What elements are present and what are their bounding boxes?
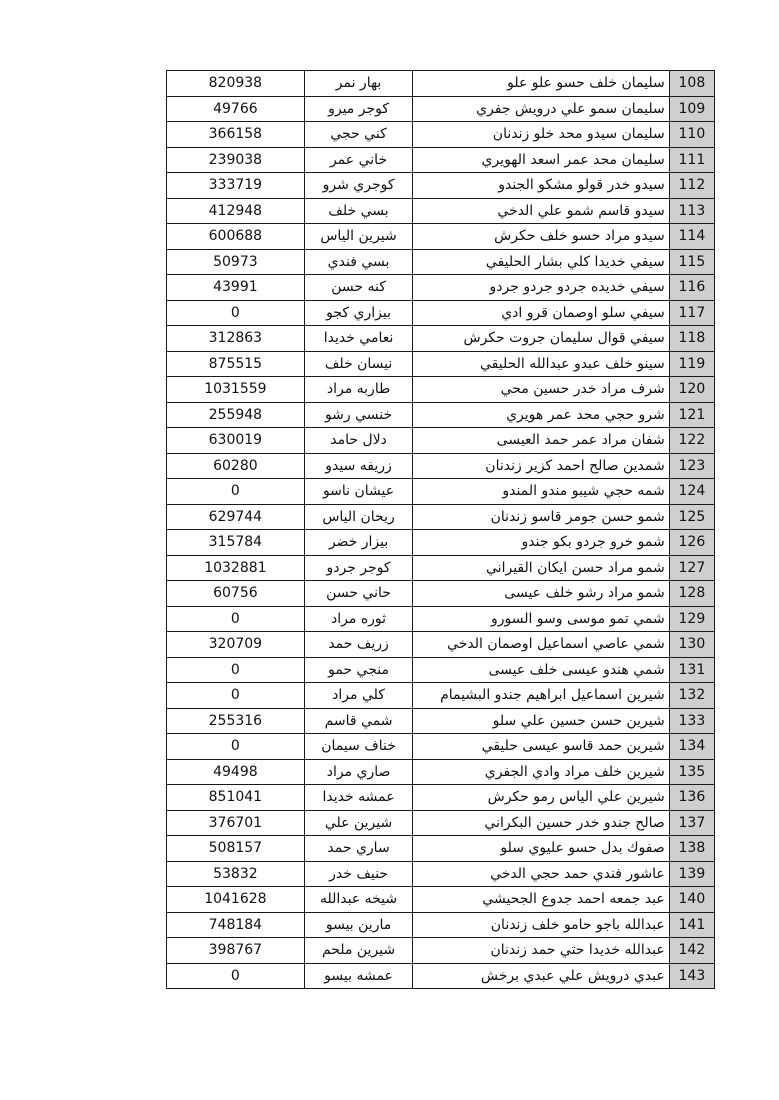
mother-name-cell: عمشه خديدا — [304, 785, 413, 811]
row-number-cell: 127 — [669, 555, 714, 581]
amount-cell: 820938 — [167, 71, 305, 97]
mother-name-cell: شمي قاسم — [304, 708, 413, 734]
row-number-cell: 121 — [669, 402, 714, 428]
full-name-cell: صفوك بدل حسو عليوي سلو — [413, 836, 669, 862]
roster-table — [166, 70, 715, 989]
amount-cell: 49498 — [167, 759, 305, 785]
table-row — [167, 147, 715, 173]
full-name-cell: شمو مراد رشو خلف عيسى — [413, 581, 669, 607]
mother-name-cell: كلي مراد — [304, 683, 413, 709]
mother-name-cell: شيرين علي — [304, 810, 413, 836]
amount-cell: 0 — [167, 657, 305, 683]
full-name-cell: شيرين حسن حسين علي سلو — [413, 708, 669, 734]
amount-cell: 629744 — [167, 504, 305, 530]
mother-name-cell: كوجر ميرو — [304, 96, 413, 122]
amount-cell: 43991 — [167, 275, 305, 301]
full-name-cell: سليمان سمو علي درويش جفري — [413, 96, 669, 122]
row-number-cell: 125 — [669, 504, 714, 530]
row-number-cell: 129 — [669, 606, 714, 632]
full-name-cell: عبد جمعه احمد جدوع الجحيشي — [413, 887, 669, 913]
full-name-cell: شمه حجي شيبو مندو المندو — [413, 479, 669, 505]
table-row — [167, 428, 715, 454]
full-name-cell: سينو خلف عبدو عبدالله الحليقي — [413, 351, 669, 377]
amount-cell: 0 — [167, 683, 305, 709]
row-number-cell: 140 — [669, 887, 714, 913]
row-number-cell: 131 — [669, 657, 714, 683]
table-row — [167, 912, 715, 938]
amount-cell: 851041 — [167, 785, 305, 811]
full-name-cell: شيرين اسماعيل ابراهيم جندو البشيمام — [413, 683, 669, 709]
amount-cell: 60756 — [167, 581, 305, 607]
row-number-cell: 136 — [669, 785, 714, 811]
mother-name-cell: حاني حسن — [304, 581, 413, 607]
amount-cell: 0 — [167, 963, 305, 989]
amount-cell: 0 — [167, 606, 305, 632]
full-name-cell: شمو خرو جردو بكو جندو — [413, 530, 669, 556]
table-row — [167, 734, 715, 760]
table-row — [167, 504, 715, 530]
row-number-cell: 124 — [669, 479, 714, 505]
row-number-cell: 118 — [669, 326, 714, 352]
full-name-cell: شمو حسن جومر قاسو زندنان — [413, 504, 669, 530]
mother-name-cell: دلال حامد — [304, 428, 413, 454]
table-row — [167, 632, 715, 658]
table-row — [167, 275, 715, 301]
full-name-cell: شمي هندو عيسى خلف عيسى — [413, 657, 669, 683]
amount-cell: 255948 — [167, 402, 305, 428]
amount-cell: 0 — [167, 479, 305, 505]
mother-name-cell: كنه حسن — [304, 275, 413, 301]
table-row — [167, 96, 715, 122]
mother-name-cell: خناف سيمان — [304, 734, 413, 760]
amount-cell: 412948 — [167, 198, 305, 224]
table-row — [167, 71, 715, 97]
mother-name-cell: بسي فندي — [304, 249, 413, 275]
mother-name-cell: كوجري شرو — [304, 173, 413, 199]
table-row — [167, 377, 715, 403]
full-name-cell: سيفي خديدا كلي بشار الحليفي — [413, 249, 669, 275]
row-number-cell: 116 — [669, 275, 714, 301]
row-number-cell: 111 — [669, 147, 714, 173]
table-row — [167, 326, 715, 352]
full-name-cell: عبدالله خديدا حتي حمد زندنان — [413, 938, 669, 964]
row-number-cell: 110 — [669, 122, 714, 148]
mother-name-cell: عيشان ناسو — [304, 479, 413, 505]
mother-name-cell: ثوره مراد — [304, 606, 413, 632]
row-number-cell: 112 — [669, 173, 714, 199]
full-name-cell: سيفي خديده جردو جردو جردو — [413, 275, 669, 301]
amount-cell: 49766 — [167, 96, 305, 122]
full-name-cell: سيدو خدر قولو مشكو الجندو — [413, 173, 669, 199]
row-number-cell: 130 — [669, 632, 714, 658]
row-number-cell: 132 — [669, 683, 714, 709]
full-name-cell: شيرين علي الياس رمو حكرش — [413, 785, 669, 811]
full-name-cell: شرف مراد خدر حسين محي — [413, 377, 669, 403]
amount-cell: 1041628 — [167, 887, 305, 913]
amount-cell: 875515 — [167, 351, 305, 377]
table-row — [167, 300, 715, 326]
full-name-cell: سليمان سيدو محد خلو زندنان — [413, 122, 669, 148]
amount-cell: 255316 — [167, 708, 305, 734]
mother-name-cell: منجي حمو — [304, 657, 413, 683]
table-row — [167, 555, 715, 581]
table-row — [167, 479, 715, 505]
table-row — [167, 683, 715, 709]
table-row — [167, 122, 715, 148]
mother-name-cell: كوجر جردو — [304, 555, 413, 581]
table-row — [167, 198, 715, 224]
mother-name-cell: شيرين الياس — [304, 224, 413, 250]
mother-name-cell: صاري مراد — [304, 759, 413, 785]
row-number-cell: 139 — [669, 861, 714, 887]
amount-cell: 398767 — [167, 938, 305, 964]
row-number-cell: 138 — [669, 836, 714, 862]
full-name-cell: شمي تمو موسى وسو السورو — [413, 606, 669, 632]
full-name-cell: سيفي قوال سليمان جروت حكرش — [413, 326, 669, 352]
full-name-cell: سيدو مراد حسو خلف حكرش — [413, 224, 669, 250]
amount-cell: 366158 — [167, 122, 305, 148]
full-name-cell: شيرين خلف مراد وادي الجفري — [413, 759, 669, 785]
mother-name-cell: عمشه بيسو — [304, 963, 413, 989]
table-row — [167, 249, 715, 275]
table-row — [167, 708, 715, 734]
mother-name-cell: زريف حمد — [304, 632, 413, 658]
table-row — [167, 887, 715, 913]
amount-cell: 320709 — [167, 632, 305, 658]
amount-cell: 333719 — [167, 173, 305, 199]
mother-name-cell: ريحان الياس — [304, 504, 413, 530]
full-name-cell: عبدالله باجو حامو خلف زندنان — [413, 912, 669, 938]
full-name-cell: شمي عاصي اسماعيل اوصمان الدخي — [413, 632, 669, 658]
row-number-cell: 117 — [669, 300, 714, 326]
row-number-cell: 109 — [669, 96, 714, 122]
table-row — [167, 810, 715, 836]
mother-name-cell: خاني عمر — [304, 147, 413, 173]
full-name-cell: عاشور فندي حمد حجي الدخي — [413, 861, 669, 887]
mother-name-cell: نعامي خديدا — [304, 326, 413, 352]
table-row — [167, 861, 715, 887]
amount-cell: 0 — [167, 300, 305, 326]
table-row — [167, 657, 715, 683]
table-row — [167, 963, 715, 989]
mother-name-cell: خنسي رشو — [304, 402, 413, 428]
table-row — [167, 759, 715, 785]
row-number-cell: 141 — [669, 912, 714, 938]
row-number-cell: 134 — [669, 734, 714, 760]
table-row — [167, 453, 715, 479]
table-row — [167, 402, 715, 428]
full-name-cell: شيرين حمد قاسو عيسى حليقي — [413, 734, 669, 760]
row-number-cell: 113 — [669, 198, 714, 224]
roster-body — [167, 71, 715, 989]
amount-cell: 312863 — [167, 326, 305, 352]
full-name-cell: شمو مراد حسن ايكان القيراني — [413, 555, 669, 581]
amount-cell: 1032881 — [167, 555, 305, 581]
mother-name-cell: نيسان خلف — [304, 351, 413, 377]
row-number-cell: 128 — [669, 581, 714, 607]
amount-cell: 508157 — [167, 836, 305, 862]
mother-name-cell: بسي خلف — [304, 198, 413, 224]
mother-name-cell: بيزار خضر — [304, 530, 413, 556]
full-name-cell: شمدين صالح احمد كزير زندنان — [413, 453, 669, 479]
full-name-cell: سليمان محد عمر اسعد الهويري — [413, 147, 669, 173]
full-name-cell: عبدي درويش علي عبدي برخش — [413, 963, 669, 989]
table-row — [167, 938, 715, 964]
row-number-cell: 119 — [669, 351, 714, 377]
amount-cell: 748184 — [167, 912, 305, 938]
row-number-cell: 137 — [669, 810, 714, 836]
mother-name-cell: شيرين ملحم — [304, 938, 413, 964]
row-number-cell: 114 — [669, 224, 714, 250]
mother-name-cell: مارين بيسو — [304, 912, 413, 938]
amount-cell: 60280 — [167, 453, 305, 479]
row-number-cell: 135 — [669, 759, 714, 785]
row-number-cell: 142 — [669, 938, 714, 964]
row-number-cell: 120 — [669, 377, 714, 403]
table-row — [167, 530, 715, 556]
table-row — [167, 351, 715, 377]
mother-name-cell: زريفه سيدو — [304, 453, 413, 479]
amount-cell: 1031559 — [167, 377, 305, 403]
table-row — [167, 173, 715, 199]
amount-cell: 0 — [167, 734, 305, 760]
table-row — [167, 785, 715, 811]
amount-cell: 239038 — [167, 147, 305, 173]
amount-cell: 376701 — [167, 810, 305, 836]
full-name-cell: سيفي سلو اوصمان قرو ادي — [413, 300, 669, 326]
row-number-cell: 123 — [669, 453, 714, 479]
amount-cell: 315784 — [167, 530, 305, 556]
full-name-cell: شفان مراد عمر حمد العيسى — [413, 428, 669, 454]
row-number-cell: 143 — [669, 963, 714, 989]
row-number-cell: 133 — [669, 708, 714, 734]
row-number-cell: 108 — [669, 71, 714, 97]
mother-name-cell: شيخه عبدالله — [304, 887, 413, 913]
mother-name-cell: ساري حمد — [304, 836, 413, 862]
mother-name-cell: بيزاري كجو — [304, 300, 413, 326]
amount-cell: 50973 — [167, 249, 305, 275]
row-number-cell: 126 — [669, 530, 714, 556]
table-row — [167, 581, 715, 607]
full-name-cell: صالح جندو خدر حسين البكراني — [413, 810, 669, 836]
table-row — [167, 606, 715, 632]
mother-name-cell: كني حجي — [304, 122, 413, 148]
full-name-cell: سليمان خلف حسو علو علو — [413, 71, 669, 97]
mother-name-cell: طاربه مراد — [304, 377, 413, 403]
table-row — [167, 836, 715, 862]
amount-cell: 53832 — [167, 861, 305, 887]
full-name-cell: شرو حجي محد عمر هويري — [413, 402, 669, 428]
amount-cell: 630019 — [167, 428, 305, 454]
full-name-cell: سيدو قاسم شمو علي الدخي — [413, 198, 669, 224]
row-number-cell: 122 — [669, 428, 714, 454]
table-row — [167, 224, 715, 250]
row-number-cell: 115 — [669, 249, 714, 275]
mother-name-cell: حنيف خدر — [304, 861, 413, 887]
mother-name-cell: بهار نمر — [304, 71, 413, 97]
amount-cell: 600688 — [167, 224, 305, 250]
